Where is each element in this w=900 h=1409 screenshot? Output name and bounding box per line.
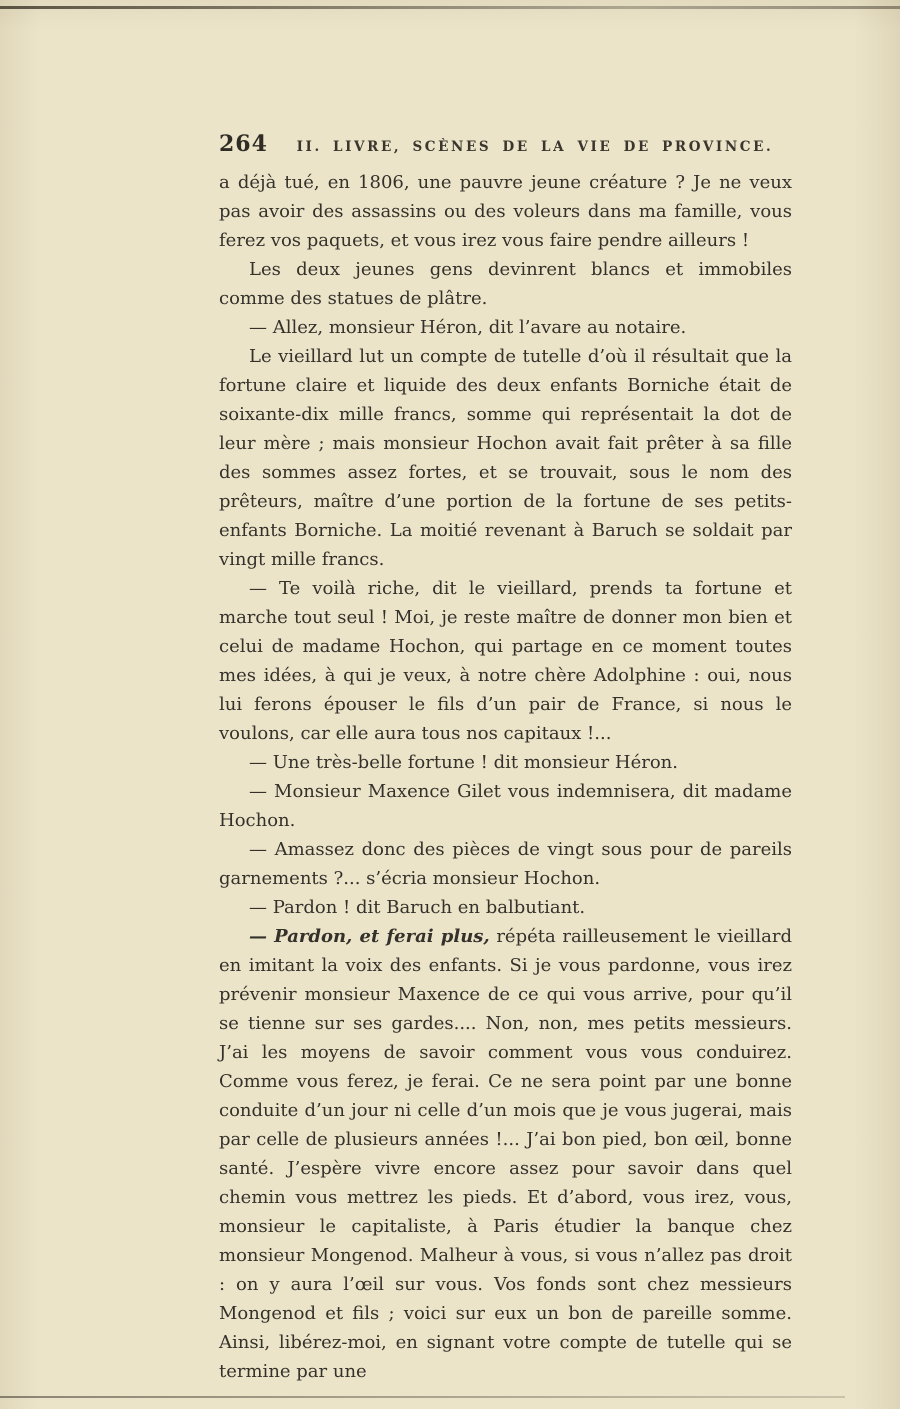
paragraph: — Allez, monsieur Héron, dit l’avare au notaire.	[249, 317, 687, 338]
paragraph: — Amassez donc des pièces de vingt sous pour de pareils garnements ?... s’écria monsieur Hochon.	[219, 839, 792, 889]
paragraph: — Pardon ! dit Baruch en balbutiant.	[249, 897, 586, 918]
paragraph: Le vieillard lut un compte de tutelle d’où il résultait que la fortune claire et liquide des deux enfants Borniche était de soixante-dix mille francs, somme qui représentait la dot de leur mère ; mais monsieur Hochon avait fait prêter à sa fille des sommes assez fortes, et se trouvait, sous le nom des prêteurs, maître d’une portion de la fortune de ses petits-enfants Borniche. La moitié revenant à Baruch se soldait par vingt mille francs.	[219, 346, 792, 570]
paragraph: a déjà tué, en 1806, une pauvre jeune créature ? Je ne veux pas avoir des assassins ou des voleurs dans ma famille, vous ferez vos paquets, et vous irez vous faire pendre ailleurs !	[219, 172, 792, 251]
page-number: 264	[219, 131, 268, 157]
running-title: II. LIVRE, SCÈNES DE LA VIE DE PROVINCE.	[296, 139, 774, 155]
page-header	[219, 131, 792, 157]
paragraph: Les deux jeunes gens devinrent blancs et immobiles comme des statues de plâtre.	[219, 259, 792, 309]
scan-edge-top	[0, 6, 900, 9]
body-text	[219, 168, 792, 1386]
paragraph: — Monsieur Maxence Gilet vous indemnisera, dit madame Hochon.	[219, 781, 792, 831]
paragraph: — Une très-belle fortune ! dit monsieur Héron.	[249, 752, 678, 773]
italic-phrase: — Pardon, et ferai plus,	[249, 926, 490, 947]
paragraph	[219, 922, 792, 1386]
paragraph-text: répéta railleusement le vieillard en imitant la voix des enfants. Si je vous pardonne, vous irez prévenir monsieur Maxence de ce qui vous arrive, pour qu’il se tienne sur ses gardes.... Non, non, mes petits messieurs. J’ai les moyens de savoir comment vous vous conduirez. Comme vous ferez, je ferai. Ce ne sera point par une bonne conduite d’un jour ni celle d’un mois que je vous jugerai, mais par celle de plusieurs années !... J’ai bon pied, bon œil, bonne santé. J’espère vivre encore assez pour savoir dans quel chemin vous mettrez les pieds. Et d’abord, vous irez, vous, monsieur le capitaliste, à Paris étudier la banque chez monsieur Mongenod. Malheur à vous, si vous n’allez pas droit : on y aura l’œil sur vous. Vos fonds sont chez messieurs Mongenod et fils ; voici sur eux un bon de pareille somme. Ainsi, libérez-moi, en signant votre compte de tutelle qui se termine par une	[219, 926, 792, 1382]
scan-edge-bottom	[0, 1396, 845, 1398]
paragraph: — Te voilà riche, dit le vieillard, prends ta fortune et marche tout seul ! Moi, je reste maître de donner mon bien et celui de madame Hochon, qui partage en ce moment toutes mes idées, à qui je veux, à notre chère Adolphine : oui, nous lui ferons épouser le fils d’un pair de France, si nous le voulons, car elle aura tous nos capitaux !...	[219, 578, 792, 744]
